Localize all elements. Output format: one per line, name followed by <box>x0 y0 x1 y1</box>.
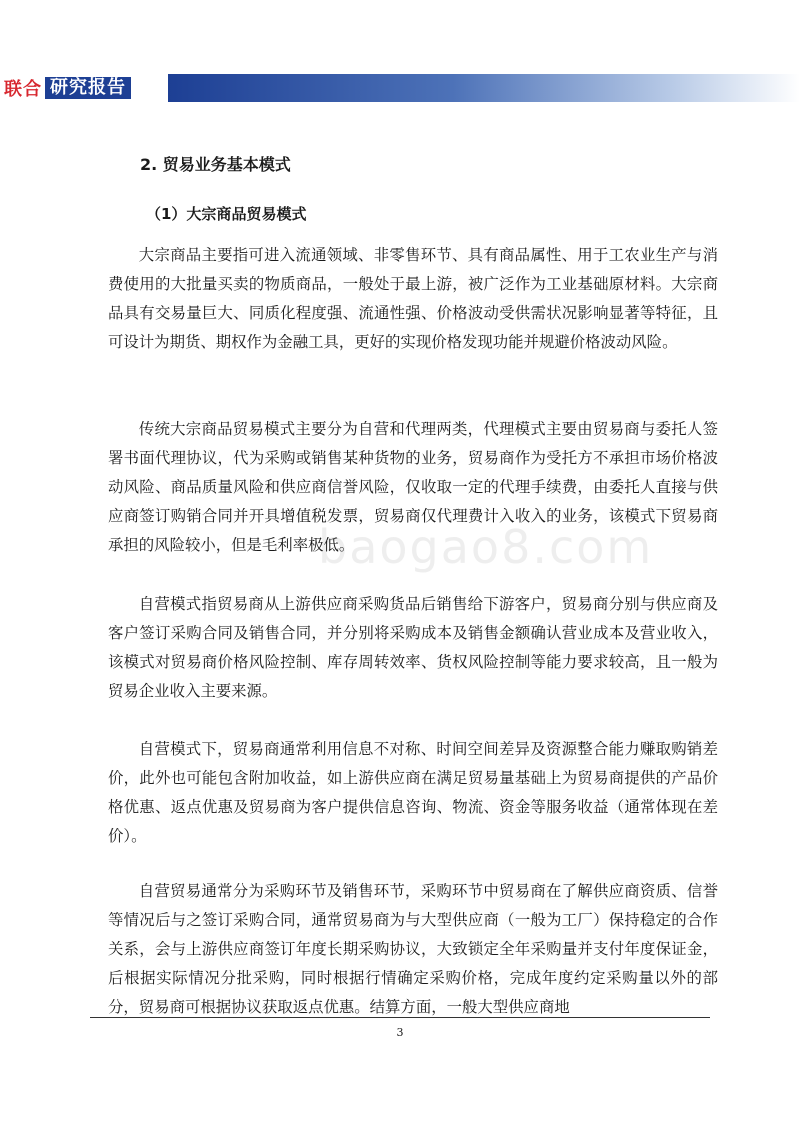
report-header-banner <box>0 74 800 102</box>
section-heading: 2. 贸易业务基本模式 <box>140 155 291 174</box>
subsection-heading: （1）大宗商品贸易模式 <box>146 205 307 223</box>
paragraph-2: 传统大宗商品贸易模式主要分为自营和代理两类，代理模式主要由贸易商与委托人签署书面代理协议，代为采购或销售某种货物的业务，贸易商作为受托方不承担市场价格波动风险、商品质量风险和供应商信誉风险，仅收取一定的代理手续费，由委托人直接与供应商签订购销合同并开具增值税发票，贸易商仅代理费计入收入的业务，该模式下贸易商承担的风险较小，但是毛利率极低。 <box>108 420 718 554</box>
paragraph-5: 自营贸易通常分为采购环节及销售环节，采购环节中贸易商在了解供应商资质、信誉等情况后与之签订采购合同，通常贸易商为与大型供应商（一般为工厂）保持稳定的合作关系，会与上游供应商签订年度长期采购协议，大致锁定全年采购量并支付年度保证金，后根据实际情况分批采购，同时根据行情确定采购价格，完成年度约定采购量以外的部分，贸易商可根据协议获取返点优惠。结算方面，一般大型供应商地 <box>108 882 718 1016</box>
paragraph-1: 大宗商品主要指可进入流通领域、非零售环节、具有商品属性、用于工农业生产与消费使用的大批量买卖的物质商品，一般处于最上游，被广泛作为工业基础原材料。大宗商品具有交易量巨大、同质化程度强、流通性强、价格波动受供需状况影响显著等特征，且可设计为期货、期权作为金融工具，更好的实现价格发现功能并规避价格波动风险。 <box>108 246 718 351</box>
footer-divider <box>90 1017 710 1018</box>
report-logo <box>4 77 131 99</box>
logo-brand-text: 联合 <box>4 79 42 100</box>
paragraph-3: 自营模式指贸易商从上游供应商采购货品后销售给下游客户，贸易商分别与供应商及客户签订采购合同及销售合同，并分别将采购成本及销售金额确认营业成本及营业收入，该模式对贸易商价格风险控制、库存周转效率、货权风险控制等能力要求较高，且一般为贸易企业收入主要来源。 <box>108 595 718 700</box>
header-gradient-bar <box>168 74 800 102</box>
watermark: baogao8.com <box>318 520 654 574</box>
logo-title-text: 研究报告 <box>45 77 131 99</box>
paragraph-4: 自营模式下，贸易商通常利用信息不对称、时间空间差异及资源整合能力赚取购销差价，此外也可能包含附加收益，如上游供应商在满足贸易量基础上为贸易商提供的产品价格优惠、返点优惠及贸易商为客户提供信息咨询、物流、资金等服务收益（通常体现在差价）。 <box>108 740 718 845</box>
page-number: 3 <box>396 1026 404 1039</box>
